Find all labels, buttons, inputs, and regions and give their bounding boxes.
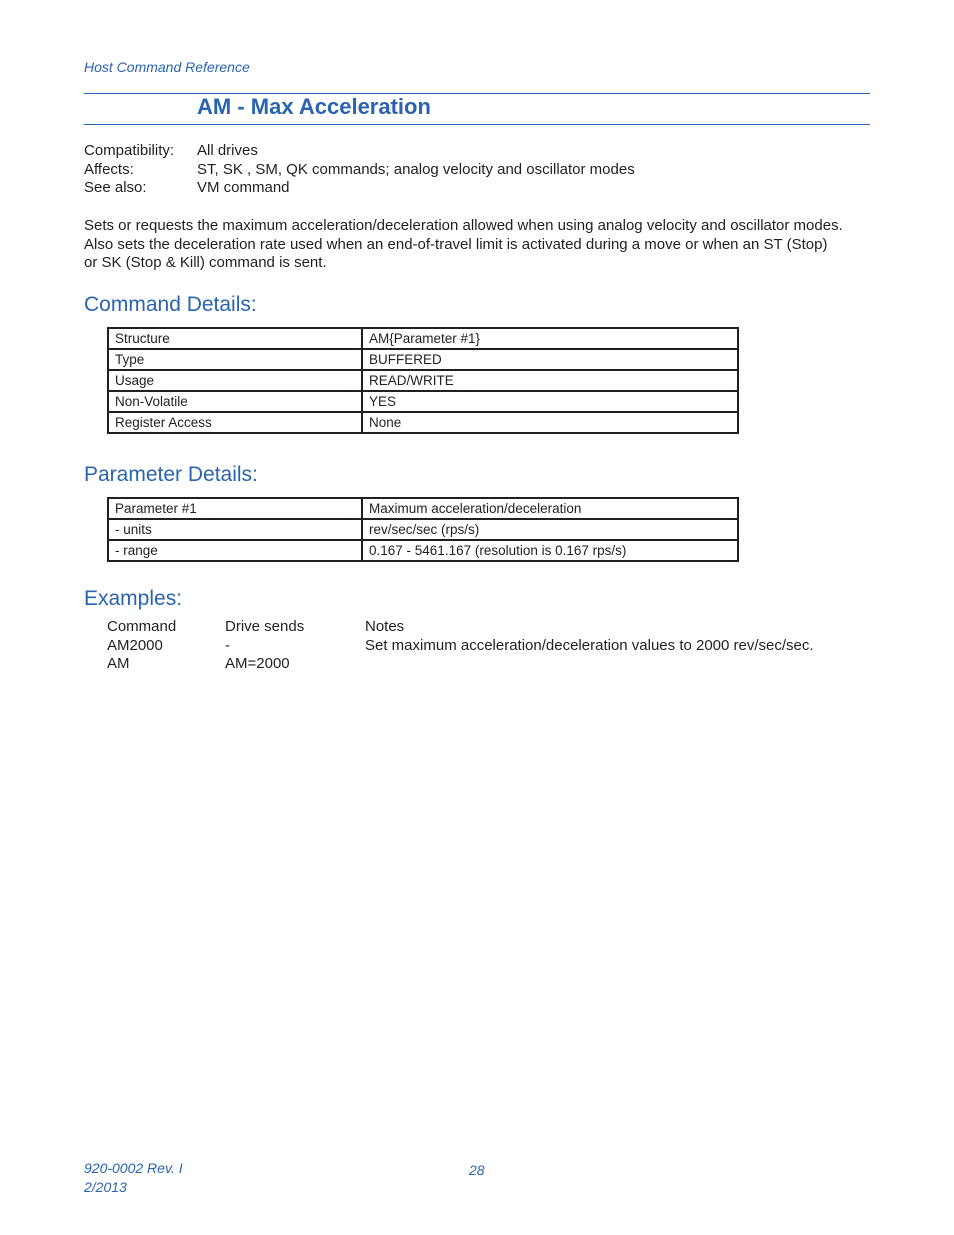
- example-row: [107, 655, 814, 674]
- examples-list: [107, 618, 814, 674]
- examples-heading: Examples:: [84, 587, 183, 610]
- examples-header-row: [107, 618, 814, 637]
- example-command: AM2000: [107, 636, 163, 654]
- doc-date: 2/2013: [84, 1179, 127, 1195]
- footer-document-info: [84, 1159, 183, 1197]
- meta-row-affects: [84, 161, 635, 180]
- page-title: AM - Max Acceleration: [197, 94, 431, 119]
- parameter-details-heading: Parameter Details:: [84, 463, 258, 486]
- meta-row-compatibility: [84, 142, 635, 161]
- column-header: Notes: [365, 618, 405, 635]
- example-drive-response: AM=2000: [225, 655, 290, 672]
- meta-label: See also:: [84, 179, 147, 196]
- table-row: [108, 349, 738, 370]
- meta-row-see-also: [84, 179, 635, 198]
- table-cell-key: Structure: [108, 328, 362, 349]
- table-cell-key: Usage: [108, 370, 362, 391]
- table-cell-value: None: [362, 412, 738, 433]
- table-cell-key: Register Access: [108, 412, 362, 433]
- table-row: [108, 519, 738, 540]
- table-cell-key: Type: [108, 349, 362, 370]
- description-line: Sets or requests the maximum acceleration/deceleration allowed when using analog velocity and oscillator modes.: [84, 217, 843, 234]
- example-row: [107, 637, 814, 656]
- meta-label: Compatibility:: [84, 142, 175, 159]
- table-cell-value: BUFFERED: [362, 349, 738, 370]
- table-row: [108, 412, 738, 433]
- table-row: [108, 370, 738, 391]
- example-drive-response: -: [225, 636, 230, 654]
- example-command: AM: [107, 655, 130, 672]
- table-row: [108, 540, 738, 561]
- doc-number: 920-0002 Rev. I: [84, 1160, 183, 1176]
- parameter-details-table: [107, 497, 739, 562]
- meta-label: Affects:: [84, 160, 134, 178]
- command-meta: [84, 142, 635, 198]
- table-row: [108, 498, 738, 519]
- command-details-table: [107, 327, 739, 434]
- running-header: Host Command Reference: [84, 59, 250, 75]
- meta-value: ST, SK , SM, QK commands; analog velocity and oscillator modes: [197, 160, 635, 178]
- table-cell-value: YES: [362, 391, 738, 412]
- table-cell-key: Non-Volatile: [108, 391, 362, 412]
- description-line: Also sets the deceleration rate used when an end-of-travel limit is activated during a move or when an ST (Stop): [84, 235, 828, 253]
- table-cell-value: rev/sec/sec (rps/s): [362, 519, 738, 540]
- table-row: [108, 391, 738, 412]
- table-cell-value: READ/WRITE: [362, 370, 738, 391]
- table-cell-value: AM{Parameter #1}: [362, 328, 738, 349]
- description-paragraph: [84, 217, 884, 273]
- column-header: Command: [107, 618, 177, 635]
- command-details-heading: Command Details:: [84, 293, 257, 316]
- meta-value: All drives: [197, 142, 258, 159]
- table-cell-value: Maximum acceleration/deceleration: [362, 498, 738, 519]
- meta-value: VM command: [197, 179, 290, 196]
- table-row: [108, 328, 738, 349]
- table-cell-key: - range: [108, 540, 362, 561]
- table-cell-key: - units: [108, 519, 362, 540]
- table-cell-key: Parameter #1: [108, 498, 362, 519]
- description-line: or SK (Stop & Kill) command is sent.: [84, 254, 327, 271]
- title-bottom-rule: [84, 124, 870, 125]
- page-number: 28: [469, 1162, 485, 1178]
- table-cell-value: 0.167 - 5461.167 (resolution is 0.167 rps/s): [362, 540, 738, 561]
- example-note: Set maximum acceleration/deceleration values to 2000 rev/sec/sec.: [365, 636, 814, 654]
- column-header: Drive sends: [225, 618, 305, 635]
